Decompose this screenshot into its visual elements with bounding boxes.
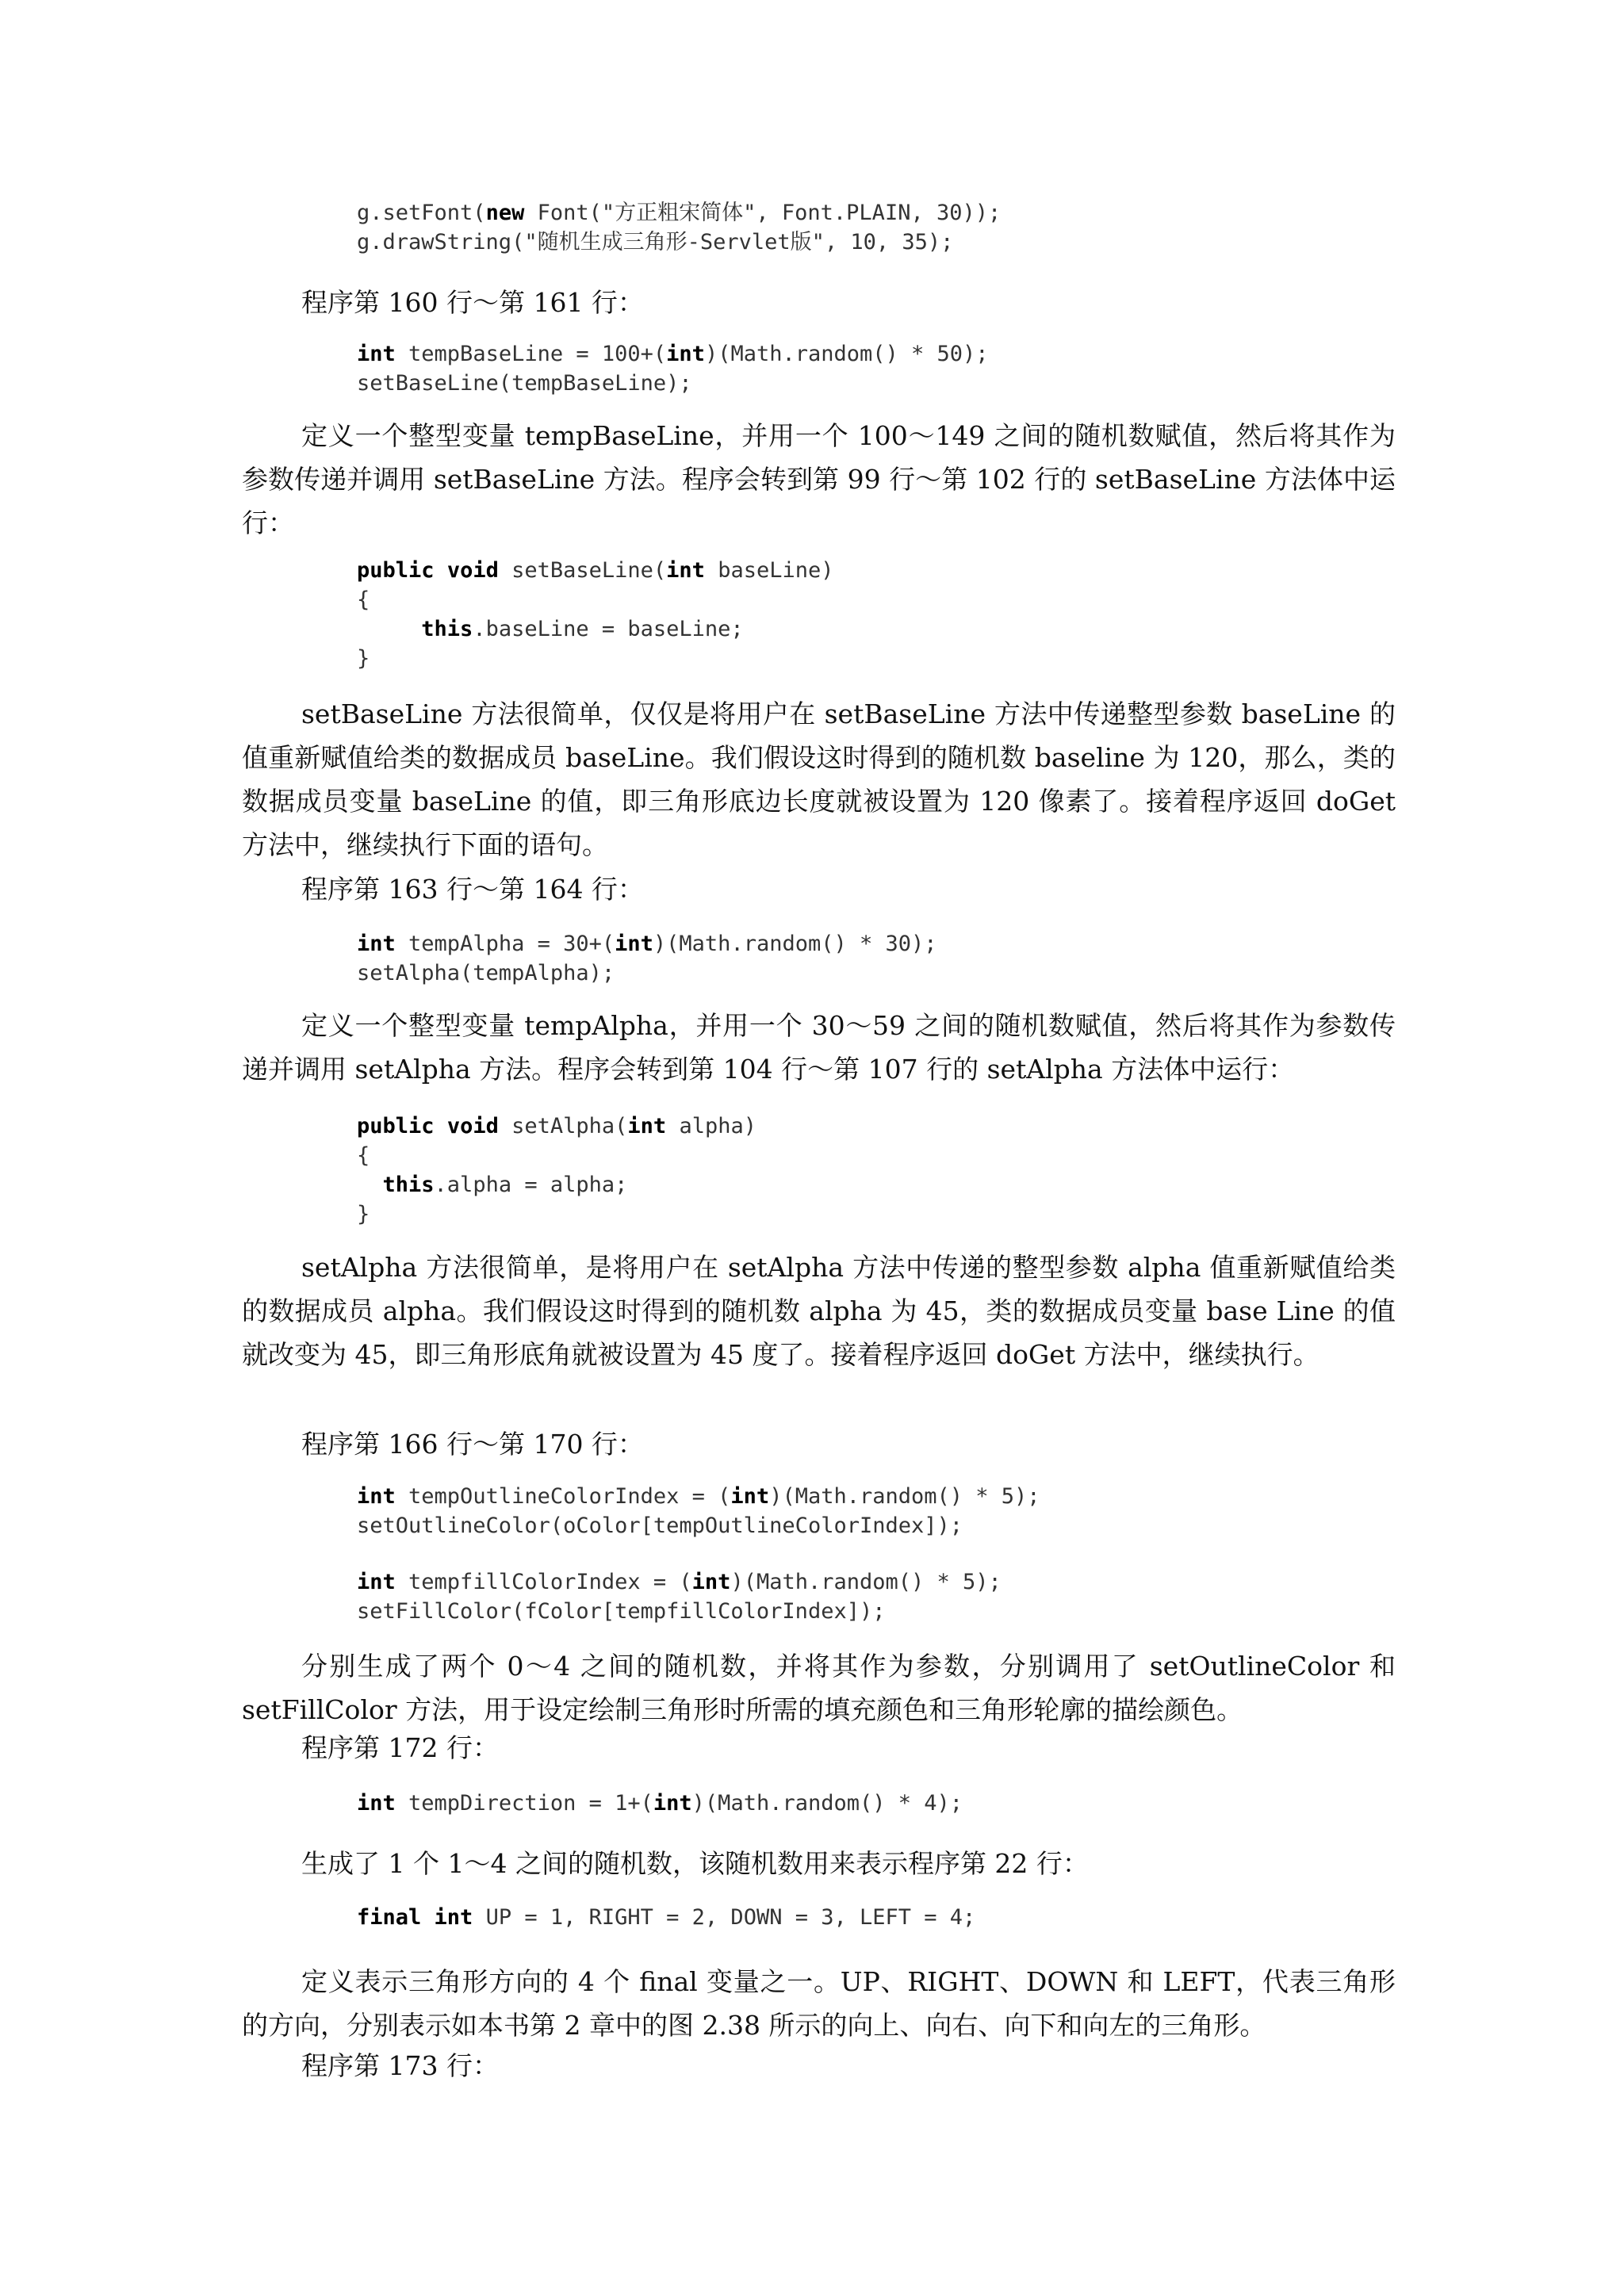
- paragraph: 定义一个整型变量 tempBaseLine，并用一个 100～149 之间的随机数赋值，然后将其作为参数传递并调用 setBaseLine 方法。程序会转到第 99 行～第 102 行的 setBaseLine 方法体中运行：: [242, 420, 1396, 538]
- code-text: }: [357, 646, 370, 671]
- code-block: [357, 1482, 1040, 1540]
- code-line: [357, 614, 834, 644]
- section-heading: 程序第 172 行：: [301, 1732, 499, 1763]
- code-text: g.setFont(: [357, 201, 486, 225]
- code-keyword: int: [653, 1791, 692, 1816]
- code-text: [357, 1173, 383, 1197]
- code-text: }: [357, 1202, 370, 1226]
- code-text: [435, 1114, 447, 1138]
- code-text: baseLine): [704, 558, 834, 583]
- code-keyword: int: [357, 1570, 396, 1594]
- code-line: [357, 1597, 1002, 1626]
- code-text: alpha): [666, 1114, 756, 1138]
- code-keyword: int: [666, 558, 705, 583]
- code-keyword: new: [485, 201, 525, 225]
- code-block: [357, 1903, 975, 1932]
- code-keyword: int: [357, 1484, 396, 1509]
- code-text: setBaseLine(tempBaseLine);: [357, 371, 692, 396]
- code-block: [357, 1789, 963, 1818]
- code-keyword: void: [446, 558, 499, 583]
- code-text: .baseLine = baseLine;: [473, 617, 744, 641]
- code-keyword: int: [691, 1570, 731, 1594]
- code-text: [421, 1905, 434, 1930]
- code-text: .alpha = alpha;: [434, 1173, 628, 1197]
- code-line: [357, 1789, 963, 1818]
- code-line: [357, 1567, 1002, 1597]
- code-text: {: [357, 1143, 370, 1168]
- code-keyword: void: [446, 1114, 499, 1138]
- code-keyword: this: [421, 617, 473, 641]
- code-text: tempOutlineColorIndex = (: [395, 1484, 731, 1509]
- code-text: tempAlpha = 30+(: [395, 932, 615, 956]
- code-line: [357, 1200, 756, 1229]
- code-text: )(Math.random() * 30);: [653, 932, 937, 956]
- code-text: )(Math.random() * 4);: [691, 1791, 963, 1816]
- paragraph: 定义一个整型变量 tempAlpha，并用一个 30～59 之间的随机数赋值，然后将其作为参数传递并调用 setAlpha 方法。程序会转到第 104 行～第 107 行的 setAlpha 方法体中运行：: [242, 1010, 1396, 1085]
- code-block: [357, 929, 937, 988]
- code-text: setOutlineColor(oColor[tempOutlineColorIndex]);: [357, 1513, 963, 1538]
- code-keyword: int: [357, 932, 396, 956]
- paragraph: setAlpha 方法很简单，是将用户在 setAlpha 方法中传递的整型参数 alpha 值重新赋值给类的数据成员 alpha。我们假设这时得到的随机数 alpha 为 45，类的数据成员变量 base Line 的值就改变为 45，即三角形底角就被设置为 45 度了。接着程序返回 doGet 方法中，继续执行。: [242, 1252, 1396, 1370]
- section-heading: 程序第 166 行～第 170 行：: [301, 1429, 644, 1460]
- paragraph: 分别生成了两个 0～4 之间的随机数，并将其作为参数，分别调用了 setOutlineColor 和 setFillColor 方法，用于设定绘制三角形时所需的填充颜色和三角形轮廓的描绘颜色。: [242, 1651, 1396, 1725]
- text-line: 生成了 1 个 1～4 之间的随机数，该随机数用来表示程序第 22 行：: [301, 1848, 1089, 1879]
- code-text: )(Math.random() * 5);: [769, 1484, 1040, 1509]
- code-text: setBaseLine(: [498, 558, 667, 583]
- code-keyword: int: [434, 1905, 473, 1930]
- code-line: [357, 198, 1001, 228]
- code-line: [357, 644, 834, 673]
- paragraph: 定义表示三角形方向的 4 个 final 变量之一。UP、RIGHT、DOWN 和 LEFT，代表三角形的方向，分别表示如本书第 2 章中的图 2.38 所示的向上、向右、向下和向左的三角形。: [242, 1966, 1396, 2041]
- code-text: setAlpha(tempAlpha);: [357, 961, 615, 985]
- code-keyword: int: [357, 1791, 396, 1816]
- code-line: [357, 1170, 756, 1200]
- code-line: [357, 1511, 1040, 1540]
- code-line: [357, 228, 1001, 257]
- code-keyword: final: [357, 1905, 422, 1930]
- code-text: g.drawString("随机生成三角形-Servlet版", 10, 35);: [357, 230, 954, 254]
- code-text: tempBaseLine = 100+(: [395, 342, 667, 366]
- code-block: [357, 339, 989, 398]
- section-heading: 程序第 160 行～第 161 行：: [301, 287, 644, 318]
- code-text: tempfillColorIndex = (: [395, 1570, 692, 1594]
- code-keyword: public: [357, 558, 435, 583]
- code-block: [357, 1567, 1002, 1626]
- code-text: {: [357, 587, 370, 612]
- code-line: [357, 1482, 1040, 1511]
- section-heading: 程序第 163 行～第 164 行：: [301, 874, 644, 905]
- paragraph: setBaseLine 方法很简单，仅仅是将用户在 setBaseLine 方法中传递整型参数 baseLine 的值重新赋值给类的数据成员 baseLine。我们假设这时得到的随机数 baseline 为 120，那么，类的数据成员变量 baseLine 的值，即三角形底边长度就被设置为 120 像素了。接着程序返回 doGet 方法中，继续执行下面的语句。: [242, 698, 1396, 860]
- code-line: [357, 959, 937, 988]
- code-keyword: int: [615, 932, 653, 956]
- code-line: [357, 339, 989, 369]
- code-text: )(Math.random() * 50);: [704, 342, 989, 366]
- code-block: [357, 556, 834, 673]
- code-line: [357, 1112, 756, 1141]
- code-text: setFillColor(fColor[tempfillColorIndex]);: [357, 1599, 886, 1624]
- code-keyword: public: [357, 1114, 435, 1138]
- code-keyword: this: [382, 1173, 435, 1197]
- code-text: UP = 1, RIGHT = 2, DOWN = 3, LEFT = 4;: [473, 1905, 976, 1930]
- code-keyword: int: [357, 342, 396, 366]
- code-block: [357, 198, 1001, 257]
- code-line: [357, 1903, 975, 1932]
- code-keyword: int: [627, 1114, 667, 1138]
- code-text: tempDirection = 1+(: [395, 1791, 653, 1816]
- code-block: [357, 1112, 756, 1229]
- section-heading: 程序第 173 行：: [301, 2050, 499, 2081]
- code-text: )(Math.random() * 5);: [730, 1570, 1002, 1594]
- code-line: [357, 369, 989, 398]
- code-line: [357, 1141, 756, 1170]
- code-keyword: int: [666, 342, 705, 366]
- code-line: [357, 585, 834, 614]
- code-line: [357, 556, 834, 585]
- code-text: [357, 617, 421, 641]
- code-text: [435, 558, 447, 583]
- code-text: Font("方正粗宋简体", Font.PLAIN, 30));: [524, 201, 1002, 225]
- code-keyword: int: [730, 1484, 770, 1509]
- code-text: setAlpha(: [498, 1114, 628, 1138]
- code-line: [357, 929, 937, 959]
